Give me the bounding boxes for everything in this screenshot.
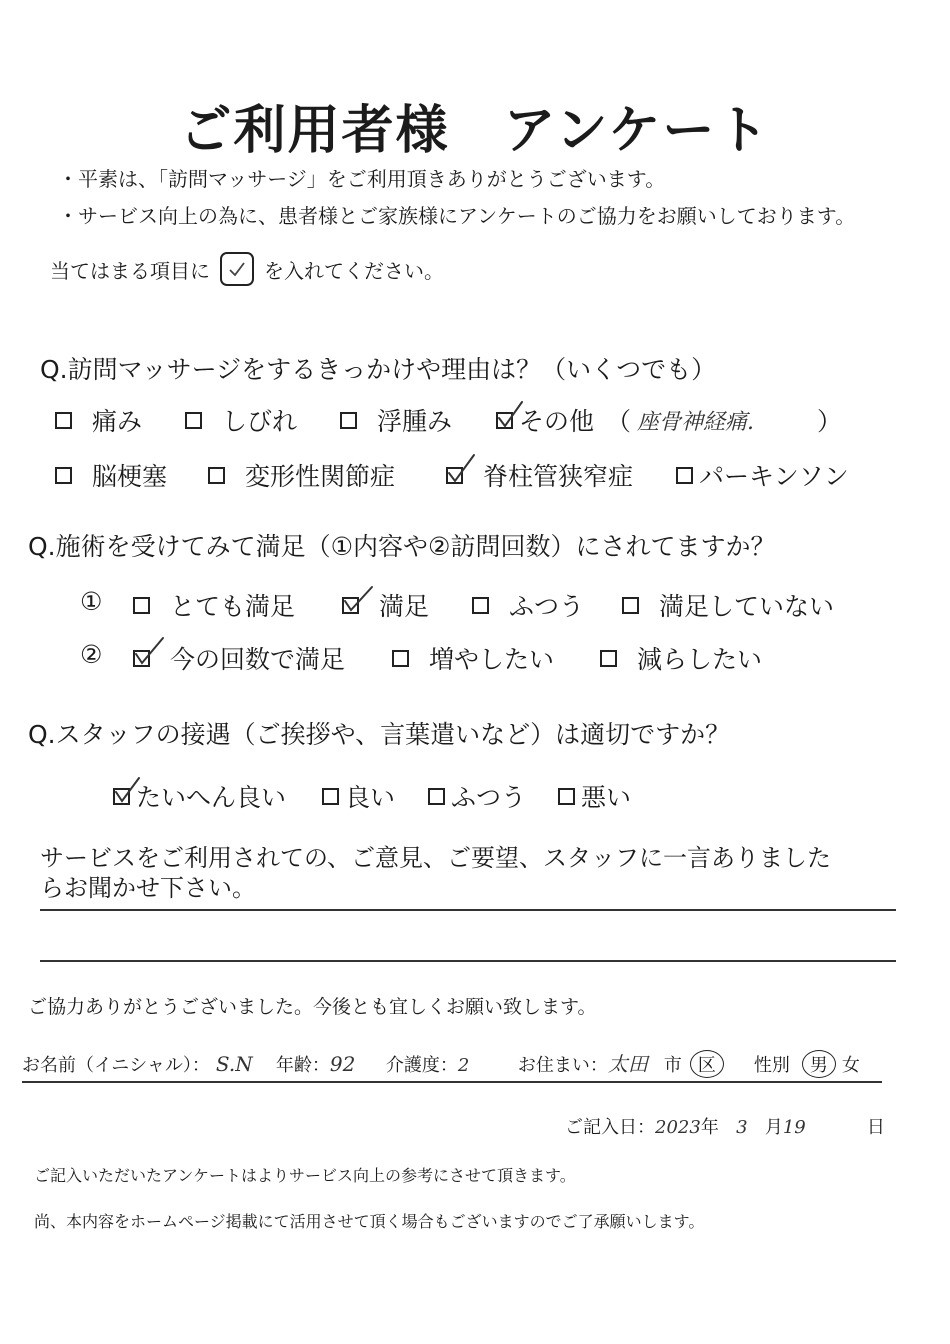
q2-checkbox-decrease[interactable] — [600, 650, 617, 667]
date-day-unit: 日 — [866, 1117, 885, 1138]
care-level-value[interactable]: 2 — [457, 1055, 470, 1076]
q1-option-parkinson[interactable]: パーキンソン — [676, 457, 849, 493]
q1-checkbox-arthritis[interactable] — [208, 467, 225, 484]
city-label: 市 — [663, 1055, 682, 1076]
q2-option-not-satisfied[interactable]: 満足していない — [622, 587, 834, 623]
comments-prompt-line-1: サービスをご利用されての、ご意見、ご要望、スタッフに一言ありました — [40, 844, 832, 872]
date-year-value[interactable]: 2023 — [655, 1117, 701, 1138]
q1-checkbox-pain[interactable] — [55, 412, 72, 429]
q3-checkbox-bad[interactable] — [558, 788, 575, 805]
name-value[interactable]: S.N — [215, 1052, 253, 1076]
q3-question: Q.スタッフの接遇（ご挨拶や、言葉遣いなど）は適切ですか？ — [28, 720, 731, 749]
handwritten-check-icon — [496, 396, 532, 432]
q3-option-normal[interactable]: ふつう — [428, 778, 526, 814]
q1-checkbox-numbness[interactable] — [185, 412, 202, 429]
handwritten-check-icon — [446, 451, 482, 487]
q1-other-detail[interactable] — [606, 402, 842, 438]
ward-label[interactable]: 区 — [690, 1050, 724, 1078]
care-level-label: 介護度： — [385, 1055, 458, 1076]
instruction-before: 当てはまる項目に — [50, 258, 210, 283]
q2-row2-marker: ② — [80, 640, 103, 669]
intro-line-1: ・平素は、「訪問マッサージ」をご利用頂きありがとうございます。 — [58, 167, 666, 191]
q1-question: Q.訪問マッサージをするきっかけや理由は？（いくつでも） — [40, 355, 717, 384]
q1-checkbox-stenosis[interactable] — [446, 467, 463, 484]
thanks-message: ご協力ありがとうございました。今後とも宜しくお願い致します。 — [28, 996, 597, 1018]
q2-checkbox-not-satisfied[interactable] — [622, 597, 639, 614]
gender-male[interactable]: 男 — [802, 1050, 836, 1078]
footer-line-2: 尚、本内容をホームページ掲載にて活用させて頂く場合もございますのでご了承願いします。 — [34, 1212, 705, 1231]
q2-checkbox-current-frequency[interactable] — [133, 650, 150, 667]
q1-option-pain[interactable]: 痛み — [55, 402, 142, 438]
date-year-unit: 年 — [700, 1117, 719, 1138]
q1-checkbox-other[interactable] — [496, 412, 513, 429]
q1-checkbox-parkinson[interactable] — [676, 467, 693, 484]
q2-checkbox-satisfied[interactable] — [342, 597, 359, 614]
q3-checkbox-excellent[interactable] — [113, 788, 130, 805]
name-label: お名前（イニシャル）： — [22, 1055, 210, 1076]
q3-option-bad[interactable]: 悪い — [558, 778, 631, 814]
q2-question: Q.施術を受けてみて満足（①内容や②訪問回数）にされてますか？ — [28, 532, 776, 561]
age-value[interactable]: 92 — [329, 1052, 356, 1076]
comment-line-1[interactable] — [40, 909, 896, 911]
comment-line-2[interactable] — [40, 960, 896, 962]
q3-checkbox-normal[interactable] — [428, 788, 445, 805]
gender-female[interactable]: 女 — [841, 1055, 860, 1076]
q1-other-text[interactable]: 座骨神経痛. — [637, 409, 755, 435]
q2-checkbox-very-satisfied[interactable] — [133, 597, 150, 614]
page-title: ご利用者様 アンケート — [179, 101, 771, 161]
address-value[interactable]: 太田 — [607, 1052, 648, 1076]
q1-option-arthritis[interactable]: 変形性関節症 — [208, 457, 395, 493]
date-month-unit: 月 — [764, 1117, 783, 1138]
footer-line-1: ご記入いただいたアンケートはよりサービス向上の参考にさせて頂きます。 — [34, 1166, 576, 1185]
check-icon — [227, 259, 247, 279]
q3-option-excellent[interactable]: たいへん良い — [113, 778, 286, 814]
q1-option-numbness[interactable]: しびれ — [185, 402, 297, 438]
entry-date — [565, 1113, 885, 1139]
q2-option-current-frequency[interactable]: 今の回数で満足 — [133, 640, 345, 676]
q2-row1-marker: ① — [80, 587, 103, 616]
gender-label: 性別 — [753, 1055, 790, 1076]
q1-option-stroke[interactable]: 脳梗塞 — [55, 457, 167, 493]
handwritten-check-icon — [342, 581, 378, 617]
q2-checkbox-normal[interactable] — [472, 597, 489, 614]
q1-checkbox-swelling[interactable] — [340, 412, 357, 429]
other-close-paren: ） — [817, 407, 843, 436]
q1-option-swelling[interactable]: 浮腫み — [340, 402, 452, 438]
instruction — [50, 252, 444, 286]
q2-option-decrease[interactable]: 減らしたい — [600, 640, 762, 676]
address-label: お住まい： — [517, 1055, 608, 1076]
date-month-value[interactable]: 3 — [736, 1117, 748, 1138]
intro-line-2: ・サービス向上の為に、患者様とご家族様にアンケートのご協力をお願いしております。 — [58, 204, 856, 228]
respondent-info — [22, 1048, 860, 1078]
q2-option-increase[interactable]: 増やしたい — [392, 640, 554, 676]
q1-checkbox-stroke[interactable] — [55, 467, 72, 484]
comments-prompt-line-2: らお聞かせ下さい。 — [40, 874, 256, 902]
q3-checkbox-good[interactable] — [322, 788, 339, 805]
q1-option-other[interactable]: その他 — [496, 402, 594, 438]
q3-option-good[interactable]: 良い — [322, 778, 395, 814]
q2-checkbox-increase[interactable] — [392, 650, 409, 667]
instruction-after: を入れてください。 — [264, 258, 444, 283]
q2-option-satisfied[interactable]: 満足 — [342, 587, 429, 623]
other-open-paren: （ — [606, 407, 632, 436]
date-label: ご記入日： — [565, 1117, 655, 1138]
q2-option-very-satisfied[interactable]: とても満足 — [133, 587, 295, 623]
handwritten-check-icon — [113, 772, 149, 808]
sample-checkbox — [220, 252, 254, 286]
handwritten-check-icon — [133, 634, 169, 670]
info-underline — [22, 1081, 882, 1083]
q1-option-stenosis[interactable]: 脊柱管狭窄症 — [446, 457, 633, 493]
q2-option-normal[interactable]: ふつう — [472, 587, 584, 623]
date-day-value[interactable]: 19 — [782, 1117, 806, 1138]
age-label: 年齢： — [275, 1055, 330, 1076]
